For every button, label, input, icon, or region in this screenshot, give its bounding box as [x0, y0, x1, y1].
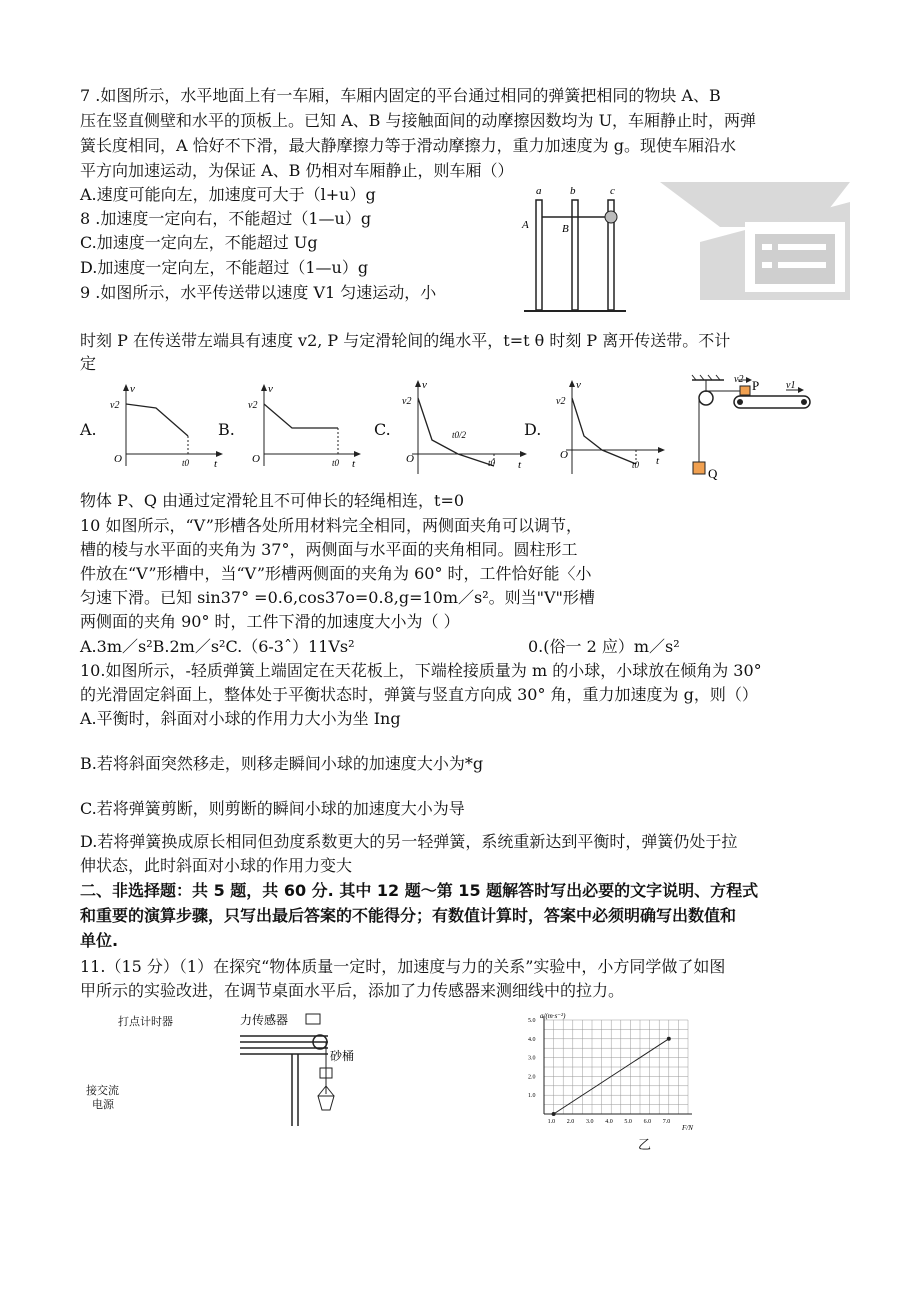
chart-x-label: F/N — [682, 1124, 693, 1130]
v2-label: v2 — [402, 396, 412, 407]
origin: O — [114, 453, 122, 465]
q10a-line-3: 件放在“V”形槽中，当“V”形槽两侧面的夹角为 60° 时，工件恰好能〈小 — [80, 564, 592, 583]
q10a-line-2: 槽的棱与水平面的夹角为 37°，两侧面与水平面的夹角相同。圆柱形工 — [80, 540, 578, 559]
x-tick-label: 4.0 — [605, 1119, 613, 1125]
rods-figure — [518, 182, 638, 316]
x-tick-label: 7.0 — [662, 1119, 671, 1125]
axis-v: v — [422, 379, 427, 391]
data-point — [552, 1112, 556, 1116]
section2-line-2: 和重要的演算步骤，只写出最后答案的不能得分；有数值计算时，答案中必须明确写出数值和 — [80, 906, 737, 925]
document-watermark-icon — [660, 182, 860, 300]
label-P: P — [752, 378, 760, 393]
axis-v: v — [268, 383, 273, 395]
axis-v: v — [130, 383, 135, 395]
graph-label-b: B. — [218, 420, 235, 439]
y-tick-label: 3.0 — [528, 1055, 536, 1062]
v2-label: v2 — [248, 400, 258, 411]
y-tick-label: 2.0 — [528, 1074, 536, 1081]
origin: O — [406, 453, 414, 465]
q7-option-b: 8 .加速度一定向右，不能超过（1—u）g — [80, 209, 372, 228]
q7-stem-2: 压在竖直侧壁和水平的顶板上。已知 A、B 与接触面间的动摩擦因数均为 U，车厢静止时，两弹 — [80, 111, 757, 130]
q9-stem-1: 9 .如图所示，水平传送带以速度 V1 匀速运动，小 — [80, 283, 437, 302]
y-tick-label: 5.0 — [528, 1018, 536, 1024]
bucket-label: 砂桶 — [330, 1049, 355, 1063]
t0-label: t0 — [182, 458, 190, 468]
q7-option-c: C.加速度一定向左，不能超过 Ug — [80, 233, 318, 252]
q10a-line-5: 两侧面的夹角 90° 时，工件下滑的加速度大小为（ ） — [80, 612, 460, 631]
section2-line-3: 单位. — [80, 931, 119, 950]
graph-label-a: A. — [80, 420, 97, 439]
label-c: c — [610, 185, 615, 197]
vt-graph-d — [548, 378, 668, 478]
q10b-option-a: A.平衡时，斜面对小球的作用力大小为坐 Ing — [80, 709, 401, 728]
y-tick-label: 1.0 — [528, 1093, 536, 1100]
axis-t: t — [656, 455, 660, 467]
q10b-stem-2: 的光滑固定斜面上，整体处于平衡状态时，弹簧与竖直方向成 30° 角，重力加速度为 g，则（） — [80, 685, 758, 704]
label-a: a — [536, 185, 542, 197]
a-f-chart — [518, 1010, 698, 1130]
half-t0-label: t0/2 — [452, 430, 467, 440]
q10a-options-right: 0.(俗一 2 应）m／s² — [528, 637, 680, 656]
axis-t: t — [352, 458, 356, 470]
t0-label: t0 — [632, 460, 640, 470]
x-tick-label: 1.0 — [547, 1119, 556, 1125]
q10a-line-4: 匀速下滑。已知 sin37° =0.6,cos37o=0.8,g=10m／s²。则当"V"形槽 — [80, 588, 595, 607]
axis-v: v — [576, 379, 581, 391]
q7-stem-3: 簧长度相同，A 恰好不下滑，最大静摩擦力等于滑动摩擦力，重力加速度为 g。现使车厢沿水 — [80, 136, 736, 155]
q11-line-1: 11.（15 分）（1）在探究“物体质量一定时，加速度与力的关系”实验中，小方同学做了如图 — [80, 957, 726, 976]
sensor-label: 力传感器 — [240, 1013, 289, 1027]
graph-label-c: C. — [374, 420, 391, 439]
x-tick-label: 3.0 — [586, 1119, 594, 1125]
q11-line-2: 甲所示的实验改进，在调节桌面水平后，添加了力传感器来测细线中的拉力。 — [80, 981, 625, 1000]
t0-label: t0 — [488, 458, 496, 468]
q10b-option-c: C.若将弹簧剪断，则剪断的瞬间小球的加速度大小为导 — [80, 799, 465, 818]
q7-stem-1: 7 .如图所示，水平地面上有一车厢，车厢内固定的平台通过相同的弹簧把相同的物块 A、B — [80, 86, 721, 105]
v2-label: v2 — [110, 400, 120, 411]
label-v2: v2 — [734, 374, 744, 385]
axis-t: t — [214, 458, 218, 470]
label-Q: Q — [708, 466, 718, 481]
q9-stem-3: 定 — [80, 354, 97, 373]
t0-label: t0 — [332, 458, 340, 468]
q9-stem-2: 时刻 P 在传送带左端具有速度 v2, P 与定滑轮间的绳水平，t=t θ 时刻 P 离开传送带。不计 — [80, 331, 731, 350]
chart-ticks — [528, 1018, 670, 1125]
origin: O — [560, 449, 568, 461]
q7-option-d: D.加速度一定向左，不能超过（1—u）g — [80, 258, 369, 277]
x-tick-label: 5.0 — [624, 1119, 632, 1125]
v2-label: v2 — [556, 396, 566, 407]
power-label-2: 电源 — [92, 1099, 114, 1111]
vt-graph-b — [244, 382, 364, 474]
axis-t: t — [518, 459, 522, 471]
chart-grid — [544, 1020, 688, 1114]
figure-yi-label: 乙 — [638, 1138, 652, 1153]
label-v1: v1 — [786, 380, 796, 391]
vt-graph-c — [392, 378, 532, 478]
timer-label: 打点计时器 — [118, 1016, 173, 1028]
label-A: A — [522, 219, 529, 231]
y-tick-label: 4.0 — [528, 1036, 536, 1043]
q10b-option-d-1: D.若将弹簧换成原长相同但劲度系数更大的另一轻弹簧，系统重新达到平衡时，弹簧仍处于拉 — [80, 832, 738, 851]
q9-after: 物体 P、Q 由通过定滑轮且不可伸长的轻绳相连，t=0 — [80, 491, 465, 510]
vt-graph-a — [106, 382, 226, 474]
q7-option-a: A.速度可能向左，加速度可大于（l+u）g — [80, 185, 376, 204]
q10a-line-1: 10 如图所示，“V”形槽各处所用材料完全相同，两侧面夹角可以调节， — [80, 516, 582, 535]
section2-line-1: 二、非选择题：共 5 题，共 60 分. 其中 12 题～第 15 题解答时写出必要的文字说明、方程式 — [80, 881, 759, 900]
graph-label-d: D. — [524, 420, 542, 439]
label-B: B — [562, 223, 569, 235]
chart-axes — [544, 1016, 692, 1114]
x-tick-label: 2.0 — [566, 1119, 575, 1125]
x-tick-label: 6.0 — [643, 1119, 652, 1125]
q10b-option-d-2: 伸状态，此时斜面对小球的作用力变大 — [80, 856, 353, 875]
data-point — [667, 1037, 671, 1041]
power-label-1: 接交流 — [86, 1085, 119, 1097]
q10a-options-left: A.3m／s²B.2m／s²C.（6-3ˆ）11Vs² — [80, 637, 355, 656]
label-b: b — [570, 185, 576, 197]
q10b-option-b: B.若将斜面突然移走，则移走瞬间小球的加速度大小为*g — [80, 754, 484, 773]
q10b-stem-1: 10.如图所示，-轻质弹簧上端固定在天花板上，下端栓接质量为 m 的小球，小球放在倾角为 30° — [80, 661, 762, 680]
origin: O — [252, 453, 260, 465]
q7-stem-4: 平方向加速运动，为保证 A、B 仍相对车厢静止，则车厢（） — [80, 161, 514, 180]
chart-y-label: a/(m·s⁻²) — [540, 1012, 566, 1020]
apparatus-figure — [236, 1008, 356, 1128]
conveyor-pulley-figure — [688, 374, 818, 486]
